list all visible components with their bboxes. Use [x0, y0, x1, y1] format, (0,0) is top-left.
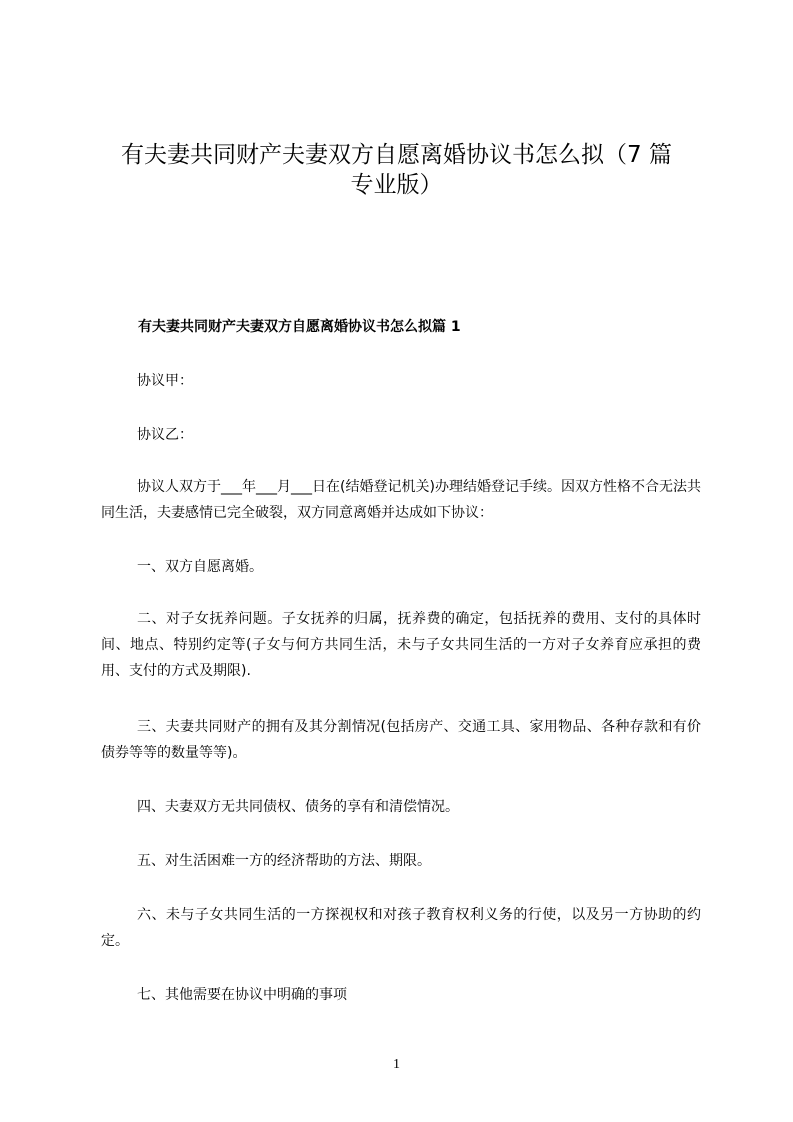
clause-5-paragraph: 五、对生活困难一方的经济帮助的方法、期限。 — [137, 853, 431, 869]
section-heading: 有夫妻共同财产夫妻双方自愿离婚协议书怎么拟篇 1 — [138, 319, 461, 335]
document-title-line1: 有夫妻共同财产夫妻双方自愿离婚协议书怎么拟（7 篇 — [121, 142, 672, 168]
clause-2-paragraph: 二、对子女抚养问题。子女抚养的归属，抚养费的确定，包括抚养的费用、支付的具体时间、地点、特别约定等(子女与何方共同生活，未与子女共同生活的一方对子女养育应承担的费用、支付的方式及期限). — [101, 611, 701, 679]
document-title — [100, 140, 693, 200]
clause-3-paragraph: 三、夫妻共同财产的拥有及其分割情况(包括房产、交通工具、家用物品、各种存款和有价债券等等的数量等等)。 — [101, 719, 701, 761]
document-title-line2: 专业版） — [350, 172, 443, 198]
clause-4-paragraph: 四、夫妻双方无共同债权、债务的享有和清偿情况。 — [137, 799, 459, 815]
clause-6-paragraph: 六、未与子女共同生活的一方探视权和对孩子教育权利义务的行使，以及另一方协助的约定。 — [101, 907, 701, 949]
page-number: 1 — [393, 1057, 400, 1072]
party-b-line: 协议乙： — [137, 427, 193, 443]
agreement-intro-paragraph: 协议人双方于___年___月___日在(结婚登记机关)办理结婚登记手续。因双方性格不合无法共同生活，夫妻感情已完全破裂，双方同意离婚并达成如下协议： — [101, 479, 701, 521]
clause-7-paragraph: 七、其他需要在协议中明确的事项 — [137, 987, 347, 1003]
clause-1-paragraph: 一、双方自愿离婚。 — [137, 559, 263, 575]
party-a-line: 协议甲： — [137, 373, 193, 389]
